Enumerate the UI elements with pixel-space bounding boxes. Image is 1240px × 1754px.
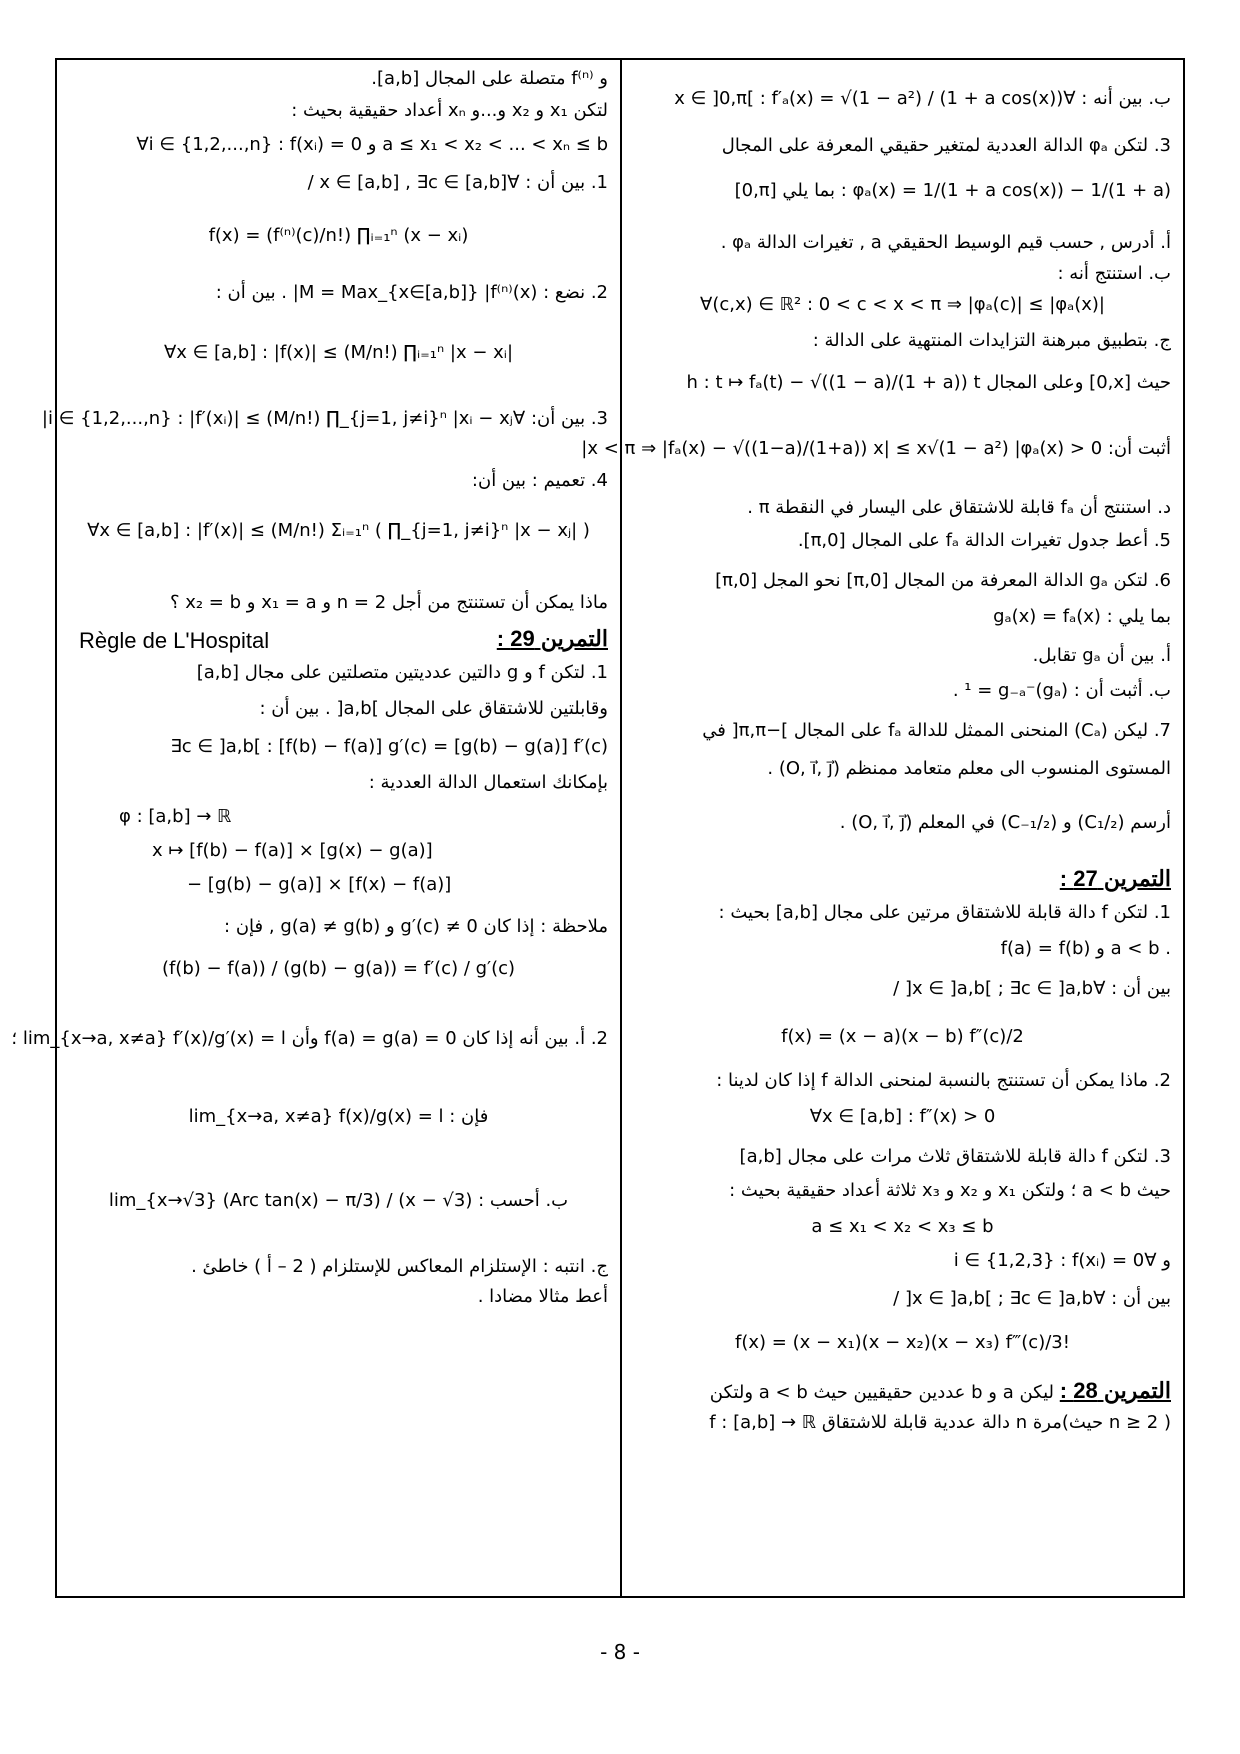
formula-line: فإن : lim_{x→a, x≠a} f(x)/g(x) = l [188, 1106, 489, 1127]
text-line: 2. ماذا يمكن أن تستنتج بالنسبة لمنحنى الدالة f إذا كان لدينا : [716, 1070, 1171, 1091]
text-line: ب. استنتج أنه : [1057, 263, 1171, 284]
text-line: 1. لتكن f و g دالتين عدديتين متصلتين على مجال [a,b] [196, 662, 608, 683]
text-line: ج. انتبه : الإستلزام المعاكس للإستلزام ( 2 – أ ) خاطئ . [191, 1256, 608, 1277]
text-line: بإمكانك استعمال الدالة العددية : [368, 772, 608, 793]
text-line: 2. أ. بين أنه إذا كان f(a) = g(a) = 0 وأن lim_{x→a, x≠a} f′(x)/g′(x) = l ؛ [11, 1028, 608, 1049]
text-line: 3. لتكن f دالة قابلة للاشتقاق ثلاث مرات على مجال [a,b] [739, 1146, 1171, 1167]
formula-line: f(x) = (x − x₁)(x − x₂)(x − x₃) f‴(c)/3! [735, 1332, 1070, 1353]
text-line: حيث a < b ؛ ولتكن x₁ و x₂ و x₃ ثلاثة أعداد حقيقية بحيث : [729, 1180, 1171, 1201]
formula-line: − [g(b) − g(a)] × [f(x) − f(a)] [187, 874, 452, 895]
text-line: 2. نضع : M = Max_{x∈[a,b]} |f⁽ⁿ⁾(x)| . بين أن : [215, 282, 608, 303]
formula-line: ∀x ∈ [a,b] : |f(x)| ≤ (M/n!) ∏ᵢ₌₁ⁿ |x − xᵢ| [163, 342, 514, 363]
page-number: - 8 - [600, 1640, 640, 1664]
text-line: 6. لتكن gₐ الدالة المعرفة من المجال [0,π] نحو المجل [0,π] [715, 570, 1171, 591]
text-line: 5. أعط جدول تغيرات الدالة fₐ على المجال [0,π]. [797, 530, 1171, 551]
text-line: h : t ↦ fₐ(t) − √((1 − a)/(1 + a)) t وعلى المجال [0,x] حيث [686, 372, 1171, 393]
exercise-29-title: التمرين 29 : [496, 626, 608, 651]
formula-line: ∀x ∈ [a,b] : |f′(x)| ≤ (M/n!) Σᵢ₌₁ⁿ ( ∏_{j=1, j≠i}ⁿ |x − xⱼ| ) [87, 520, 590, 541]
text-line: و f⁽ⁿ⁾ متصلة على المجال [a,b]. [371, 68, 608, 89]
text-line: 4. تعميم : بين أن: [471, 470, 608, 491]
formula-line: f(x) = (f⁽ⁿ⁾(c)/n!) ∏ᵢ₌₁ⁿ (x − xᵢ) [208, 225, 469, 246]
text-line: 1. لتكن f دالة قابلة للاشتقاق مرتين على مجال [a,b] بحيث : [718, 902, 1171, 923]
text-line: أعط مثالا مضادا . [477, 1286, 608, 1307]
formula-line: x ↦ [f(b) − f(a)] × [g(x) − g(a)] [152, 840, 433, 861]
text-line: ج. بتطبيق مبرهنة التزايدات المنتهية على الدالة : [812, 330, 1171, 351]
formula-line: f(x) = (x − a)(x − b) f″(c)/2 [781, 1026, 1024, 1047]
text-line: [0,π] بما يلي : φₐ(x) = 1/(1 + a cos(x)) − 1/(1 + a) [734, 180, 1171, 201]
page-frame [11, 58, 1185, 1598]
left-column [11, 60, 620, 1596]
formula-line: 3. بين أن: ∀i ∈ {1,2,...,n} : |f′(xᵢ)| ≤ (M/n!) ∏_{j=1, j≠i}ⁿ |xᵢ − xⱼ| [41, 408, 608, 429]
exercise-27-title: التمرين 27 : [1059, 866, 1171, 891]
text-line: أ. بين أن gₐ تقابل. [1032, 645, 1171, 666]
text-line: f(a) = f(b) و a < b . [1000, 938, 1171, 959]
text-line: بين أن : ∀x ∈ ]a,b[ ; ∃c ∈ ]a,b[ / [893, 978, 1171, 999]
text-line: ب. أثبت أن : (gₐ)⁻¹ = g₋ₐ . [952, 680, 1171, 701]
right-column [581, 60, 1183, 1596]
text-line: و ∀i ∈ {1,2,3} : f(xᵢ) = 0 [953, 1250, 1171, 1271]
text-line: بين أن : ∀x ∈ ]a,b[ ; ∃c ∈ ]a,b[ / [893, 1288, 1171, 1309]
text-line: د. استنتج أن fₐ قابلة للاشتقاق على اليسار في النقطة π . [747, 497, 1171, 518]
text-line: المستوى المنسوب الى معلم متعامد ممنظم (O, i⃗, j⃗) . [767, 758, 1171, 779]
text-line: وقابلتين للاشتقاق على المجال ]a,b[ . بين أن : [259, 698, 608, 719]
text-line: 7. ليكن (Cₐ) المنحنى الممثل للدالة fₐ على المجال ]−π,π[ في [702, 720, 1171, 741]
hospital-rule-label: Règle de L'Hospital [79, 628, 270, 653]
text-line: 1. بين أن : ∀x ∈ [a,b] , ∃c ∈ [a,b] / [307, 172, 608, 193]
exercise-28-header [710, 1378, 1171, 1404]
text-line: بما يلي : gₐ(x) = fₐ(x) [993, 606, 1171, 627]
text-line: ملاحظة : إذا كان g′(c) ≠ 0 و g(a) ≠ g(b) , فإن : [224, 916, 608, 937]
exercise-28-title: التمرين 28 : [1059, 1378, 1171, 1403]
text-line: 3. لتكن φₐ الدالة العددية لمتغير حقيقي المعرفة على المجال [721, 135, 1171, 156]
formula-line: ب. أحسب : lim_{x→√3} (Arc tan(x) − π/3) / (x − √3) [108, 1190, 569, 1211]
text-line: أ. أدرس , حسب قيم الوسيط الحقيقي a , تغيرات الدالة φₐ . [720, 232, 1171, 253]
text-line: ماذا يمكن أن تستنتج من أجل n = 2 و x₁ = a و x₂ = b ؟ [169, 592, 608, 613]
text-line: أرسم (C₁/₂) و (C₋₁/₂) في المعلم (O, i⃗, j⃗) . [839, 812, 1171, 833]
text-line: لتكن x₁ و x₂ و...و xₙ أعداد حقيقية بحيث : [291, 100, 608, 121]
formula-line: ∀(c,x) ∈ ℝ² : 0 < c < x < π ⇒ |φₐ(c)| ≤ |φₐ(x)| [700, 294, 1105, 315]
formula-line: ∃c ∈ ]a,b[ : [f(b) − f(a)] g′(c) = [g(b) − g(a)] f′(c) [170, 736, 608, 757]
formula-line: φ : [a,b] → ℝ [119, 806, 232, 827]
formula-line: a ≤ x₁ < x₂ < x₃ ≤ b [811, 1216, 994, 1237]
text-line: ليكن a و b عددين حقيقيين حيث a < b ولتكن [709, 1382, 1055, 1403]
text-line: f : [a,b] → ℝ دالة عددية قابلة للاشتقاق n مرة(حيث n ≥ 2 ) [709, 1412, 1171, 1433]
text-line: ب. بين أنه : ∀x ∈ ]0,π[ : f′ₐ(x) = √(1 − a²) / (1 + a cos(x)) [674, 88, 1171, 109]
formula-line: ∀i ∈ {1,2,...,n} : f(xᵢ) = 0 و a ≤ x₁ < x₂ < ... < xₙ ≤ b [136, 134, 608, 155]
formula-line: ∀x ∈ [a,b] : f″(x) > 0 [809, 1106, 996, 1127]
formula-line: أثبت أن: 0 < x < π ⇒ |fₐ(x) − √((1−a)/(1+a)) x| ≤ x√(1 − a²) |φₐ(x)| [581, 438, 1171, 459]
formula-line: (f(b) − f(a)) / (g(b) − g(a)) = f′(c) / g′(c) [161, 958, 516, 979]
